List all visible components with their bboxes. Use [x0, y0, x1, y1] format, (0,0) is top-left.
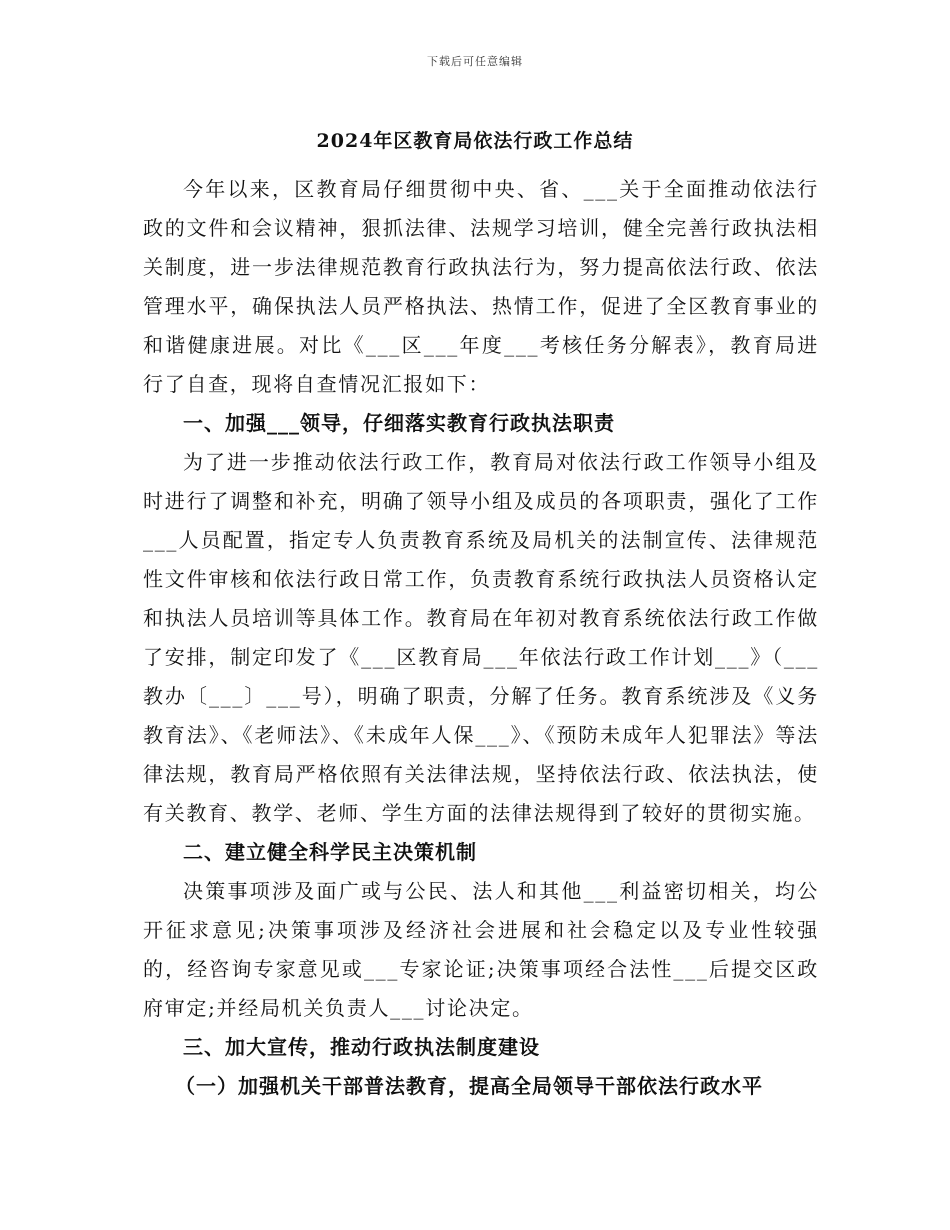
section-2-paragraph: 决策事项涉及面广或与公民、法人和其他___利益密切相关，均公开征求意见;决策事项涉及经济社会进展和社会稳定以及专业性较强的，经咨询专家意见或___专家论证;决策事项经合法性___后提交区政府审定;并经局机关负责人___讨论决定。 — [143, 879, 819, 1020]
intro-paragraph: 今年以来，区教育局仔细贯彻中央、省、___关于全面推动依法行政的文件和会议精神，狠抓法律、法规学习培训，健全完善行政执法相关制度，进一步法律规范教育行政执法行为，努力提高依法行政、依法管理水平，确保执法人员严格执法、热情工作，促进了全区教育事业的和谐健康进展。对比《___区___年度___考核任务分解表》，教育局进行了自查，现将自查情况汇报如下： — [143, 177, 819, 396]
document-title: 2024年区教育局依法行政工作总结 — [316, 130, 634, 152]
page-header-note: 下载后可任意编辑 — [427, 55, 523, 68]
document-body — [143, 170, 819, 1106]
section-2-heading: 二、建立健全科学民主决策机制 — [183, 840, 477, 864]
section-1-paragraph: 为了进一步推动依法行政工作，教育局对依法行政工作领导小组及时进行了调整和补充，明确了领导小组及成员的各项职责，强化了工作___人员配置，指定专人负责教育系统及局机关的法制宣传、法律规范性文件审核和依法行政日常工作，负责教育系统行政执法人员资格认定和执法人员培训等具体工作。教育局在年初对教育系统依法行政工作做了安排，制定印发了《___区教育局___年依法行政工作计划___》（___教办〔___〕___号），明确了职责，分解了任务。教育系统涉及《义务教育法》、《老师法》、《未成年人保___》、《预防未成年人犯罪法》等法律法规，教育局严格依照有关法律法规，坚持依法行政、依法执法，使有关教育、教学、老师、学生方面的法律法规得到了较好的贯彻实施。 — [143, 450, 819, 825]
section-3-subheading-1: （一）加强机关干部普法教育，提高全局领导干部依法行政水平 — [175, 1074, 763, 1098]
section-3-heading: 三、加大宣传，推动行政执法制度建设 — [183, 1035, 540, 1059]
section-1-heading: 一、加强___领导，仔细落实教育行政执法职责 — [183, 411, 615, 435]
